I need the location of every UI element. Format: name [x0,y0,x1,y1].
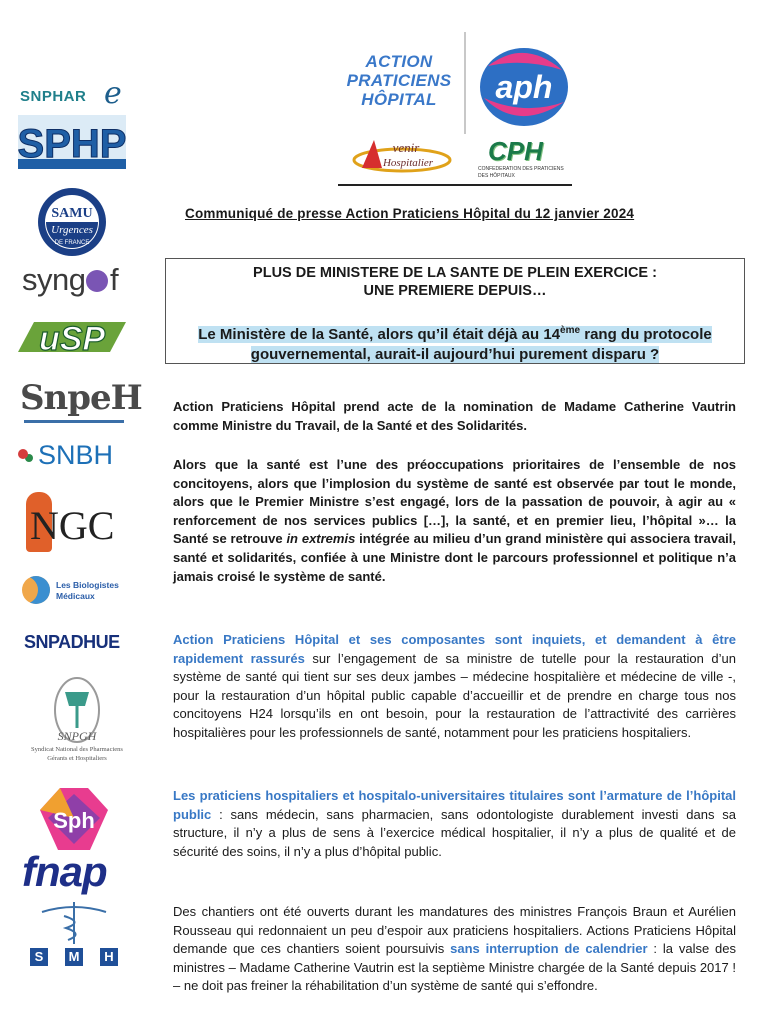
paragraph-4 [173,787,736,861]
snphare-e: e [104,76,122,111]
subtitle-highlight [198,326,711,363]
paragraph-5-b: : la valse des ministres – Madame Catherine Vautrin est la septième Ministre chargée de la Santé depuis 2017 ! – ne doit pas freiner la réhabilitation d’un système de santé qui s’effondre. [173,941,736,994]
biologistes-logo [22,574,130,608]
subtitle-sup: ème [560,325,581,336]
samu-france: DE FRANCE [54,240,90,246]
paragraph-5-blue: sans interruption de calendrier [450,941,648,957]
samu-badge [36,186,108,258]
paragraph-5-a: Des chantiers ont été ouverts durant les mandatures des ministres François Braun et Aurélien Rousseau qui redonnaient un peu d’espoir aux praticiens hospitaliers. Actions Praticiens Hôpital demande que ces chantiers soient poursuivis [173,904,736,957]
snpgh-sub2: Gérants et Hospitaliers [47,755,107,762]
sphp-text: SPHP [18,122,126,166]
aph-line3: HÔPITAL [361,90,437,109]
usp-badge [18,318,126,360]
paragraph-3 [173,631,736,743]
avenir-line2: Hospitalier [382,157,434,169]
syngof-text: syng [22,262,86,297]
snbh-dot-icon [18,449,28,459]
samu-logo [36,186,108,258]
snphare-logo [20,76,130,111]
usp-text: uSP [38,320,106,358]
paragraph-1: Action Praticiens Hôpital prend acte de la nomination de Madame Catherine Vautrin comme Ministre du Travail, de la Santé et des Solidarités. [173,399,736,433]
snpgh-logo [20,670,134,770]
fnap-logo [22,848,126,896]
press-release-heading: Communiqué de presse Action Praticiens Hôpital du 12 janvier 2024 [185,206,635,221]
header-rule [338,184,572,186]
usp-logo [18,318,126,360]
snpgh-sub1: Syndicat National des Pharmaciens [31,746,123,753]
snbh-logo [18,440,128,470]
aph-badge-text: aph [495,69,553,105]
aph-line1: ACTION [365,52,433,71]
snpadhue-text: SNPADHUE [24,632,120,652]
paragraph-2 [173,456,736,586]
ngc-logo [24,492,122,552]
sphp-badge [18,115,126,169]
sph-text: Sph [53,808,95,833]
syngof-logo [22,262,132,298]
samu-text: SAMU [51,206,93,221]
subtitle-part-a: Le Ministère de la Santé, alors qu’il était déjà au 14 [198,326,561,343]
snpeh-text: SnpeH [20,378,142,418]
smh-logo [22,900,126,970]
smh-m-box: M [65,948,83,966]
sphp-logo [18,115,126,169]
snpeh-logo [20,378,142,426]
subtitle-part-b: rang du protocole gouvernemental, aurait-il aujourd’hui purement disparu ? [250,326,712,363]
paragraph-2-b: intégrée au milieu d’un grand ministère qui associera travail, santé et solidarités, confiée à une Ministre dont le parcours professionnel et politique n’a jamais croisé le système de santé. [173,531,737,584]
title-subtitle [176,321,734,365]
aph-wordmark [344,52,454,109]
cph-logo [478,136,578,180]
cph-text: CPH [488,136,543,166]
snpgh-emblem [20,670,134,744]
aph-line2: PRATICIENS [346,71,452,90]
header-divider [464,32,466,134]
biologistes-line1: Les Biologistes [56,580,119,590]
fnap-text: fnap [22,848,107,895]
smh-s-box: S [30,948,48,966]
snpeh-underline [24,420,124,423]
samu-sub: Urgences [51,224,93,236]
smh-caduceus-icon [22,900,126,944]
header-logos [300,28,620,188]
avenir-hospitalier-logo [352,132,452,176]
partner-logos-column [0,0,150,1024]
paragraph-3-lead: Action Praticiens Hôpital et ses composantes sont inquiets, et demandent à être rapidement rassurés [173,632,736,666]
syngof-circle-icon [86,270,108,292]
title-box [165,258,745,364]
paragraph-3-rest: sur l’engagement de sa ministre de tutelle pour la restauration d’un système de santé qui tient sur ses deux jambes – médecine hospitalière et médecine de ville -, pour la restauration d’un hôpital public capable d’accueillir et de prendre en charge tous nos concitoyens H24 lorsqu’ils en ont besoin, pour la restauration de l’attractivité des carrières hospitalières pour les professionnels de santé, notamment pour les praticiens hospitaliers. [173,650,736,740]
title-line2: UNE PREMIERE DEPUIS… [363,283,547,299]
snphare-text: SNPHAR [20,88,87,105]
title-main [166,264,744,300]
avenir-line1: venir [392,140,420,155]
cph-sub2: DES HÔPITAUX [478,173,515,179]
title-line1: PLUS DE MINISTERE DE LA SANTE DE PLEIN EXERCICE : [253,265,657,281]
syngof-end: f [110,262,119,297]
avenir-emblem [352,132,452,176]
sph-badge [40,788,108,850]
sph-logo [40,788,108,850]
paragraph-4-lead: Les praticiens hospitaliers et hospitalo-universitaires titulaires sont l’armature de l’hôpital public [173,788,736,822]
paragraph-2-a: Alors que la santé est l’une des préoccupations prioritaires de l’ensemble de nos concitoyens, alors que l’implosion du système de santé est observée par tout le monde, alors que le Premier Ministre s’est engagé, lors de la passation de pouvoir, à agir au « renforcement de nos services publics […], la santé, et en premier lieu, l’hôpital »… la Santé se retrouve [173,457,736,547]
biologistes-line2: Médicaux [56,591,95,601]
ngc-text: NGC [30,503,115,548]
paragraph-5 [173,903,736,996]
paragraph-4-rest: : sans médecin, sans pharmacien, sans odontologiste durablement investi dans sa structure, il n’y a plus de sens à l’exercice médical hospitalier, il n’y a plus de qualité et de sécurité des soins, il n’y a plus d’hôpital public. [173,806,736,859]
smh-h-box: H [100,948,118,966]
snpgh-text: SNPGH [57,729,97,743]
paragraph-2-italic: in extremis [286,531,356,547]
aph-badge [478,46,570,128]
cph-sub1: CONFEDERATION DES PRATICIENS [478,166,564,172]
snpadhue-logo [24,632,128,658]
biologistes-circle-icon [22,576,50,604]
snbh-text: SNBH [38,440,114,470]
